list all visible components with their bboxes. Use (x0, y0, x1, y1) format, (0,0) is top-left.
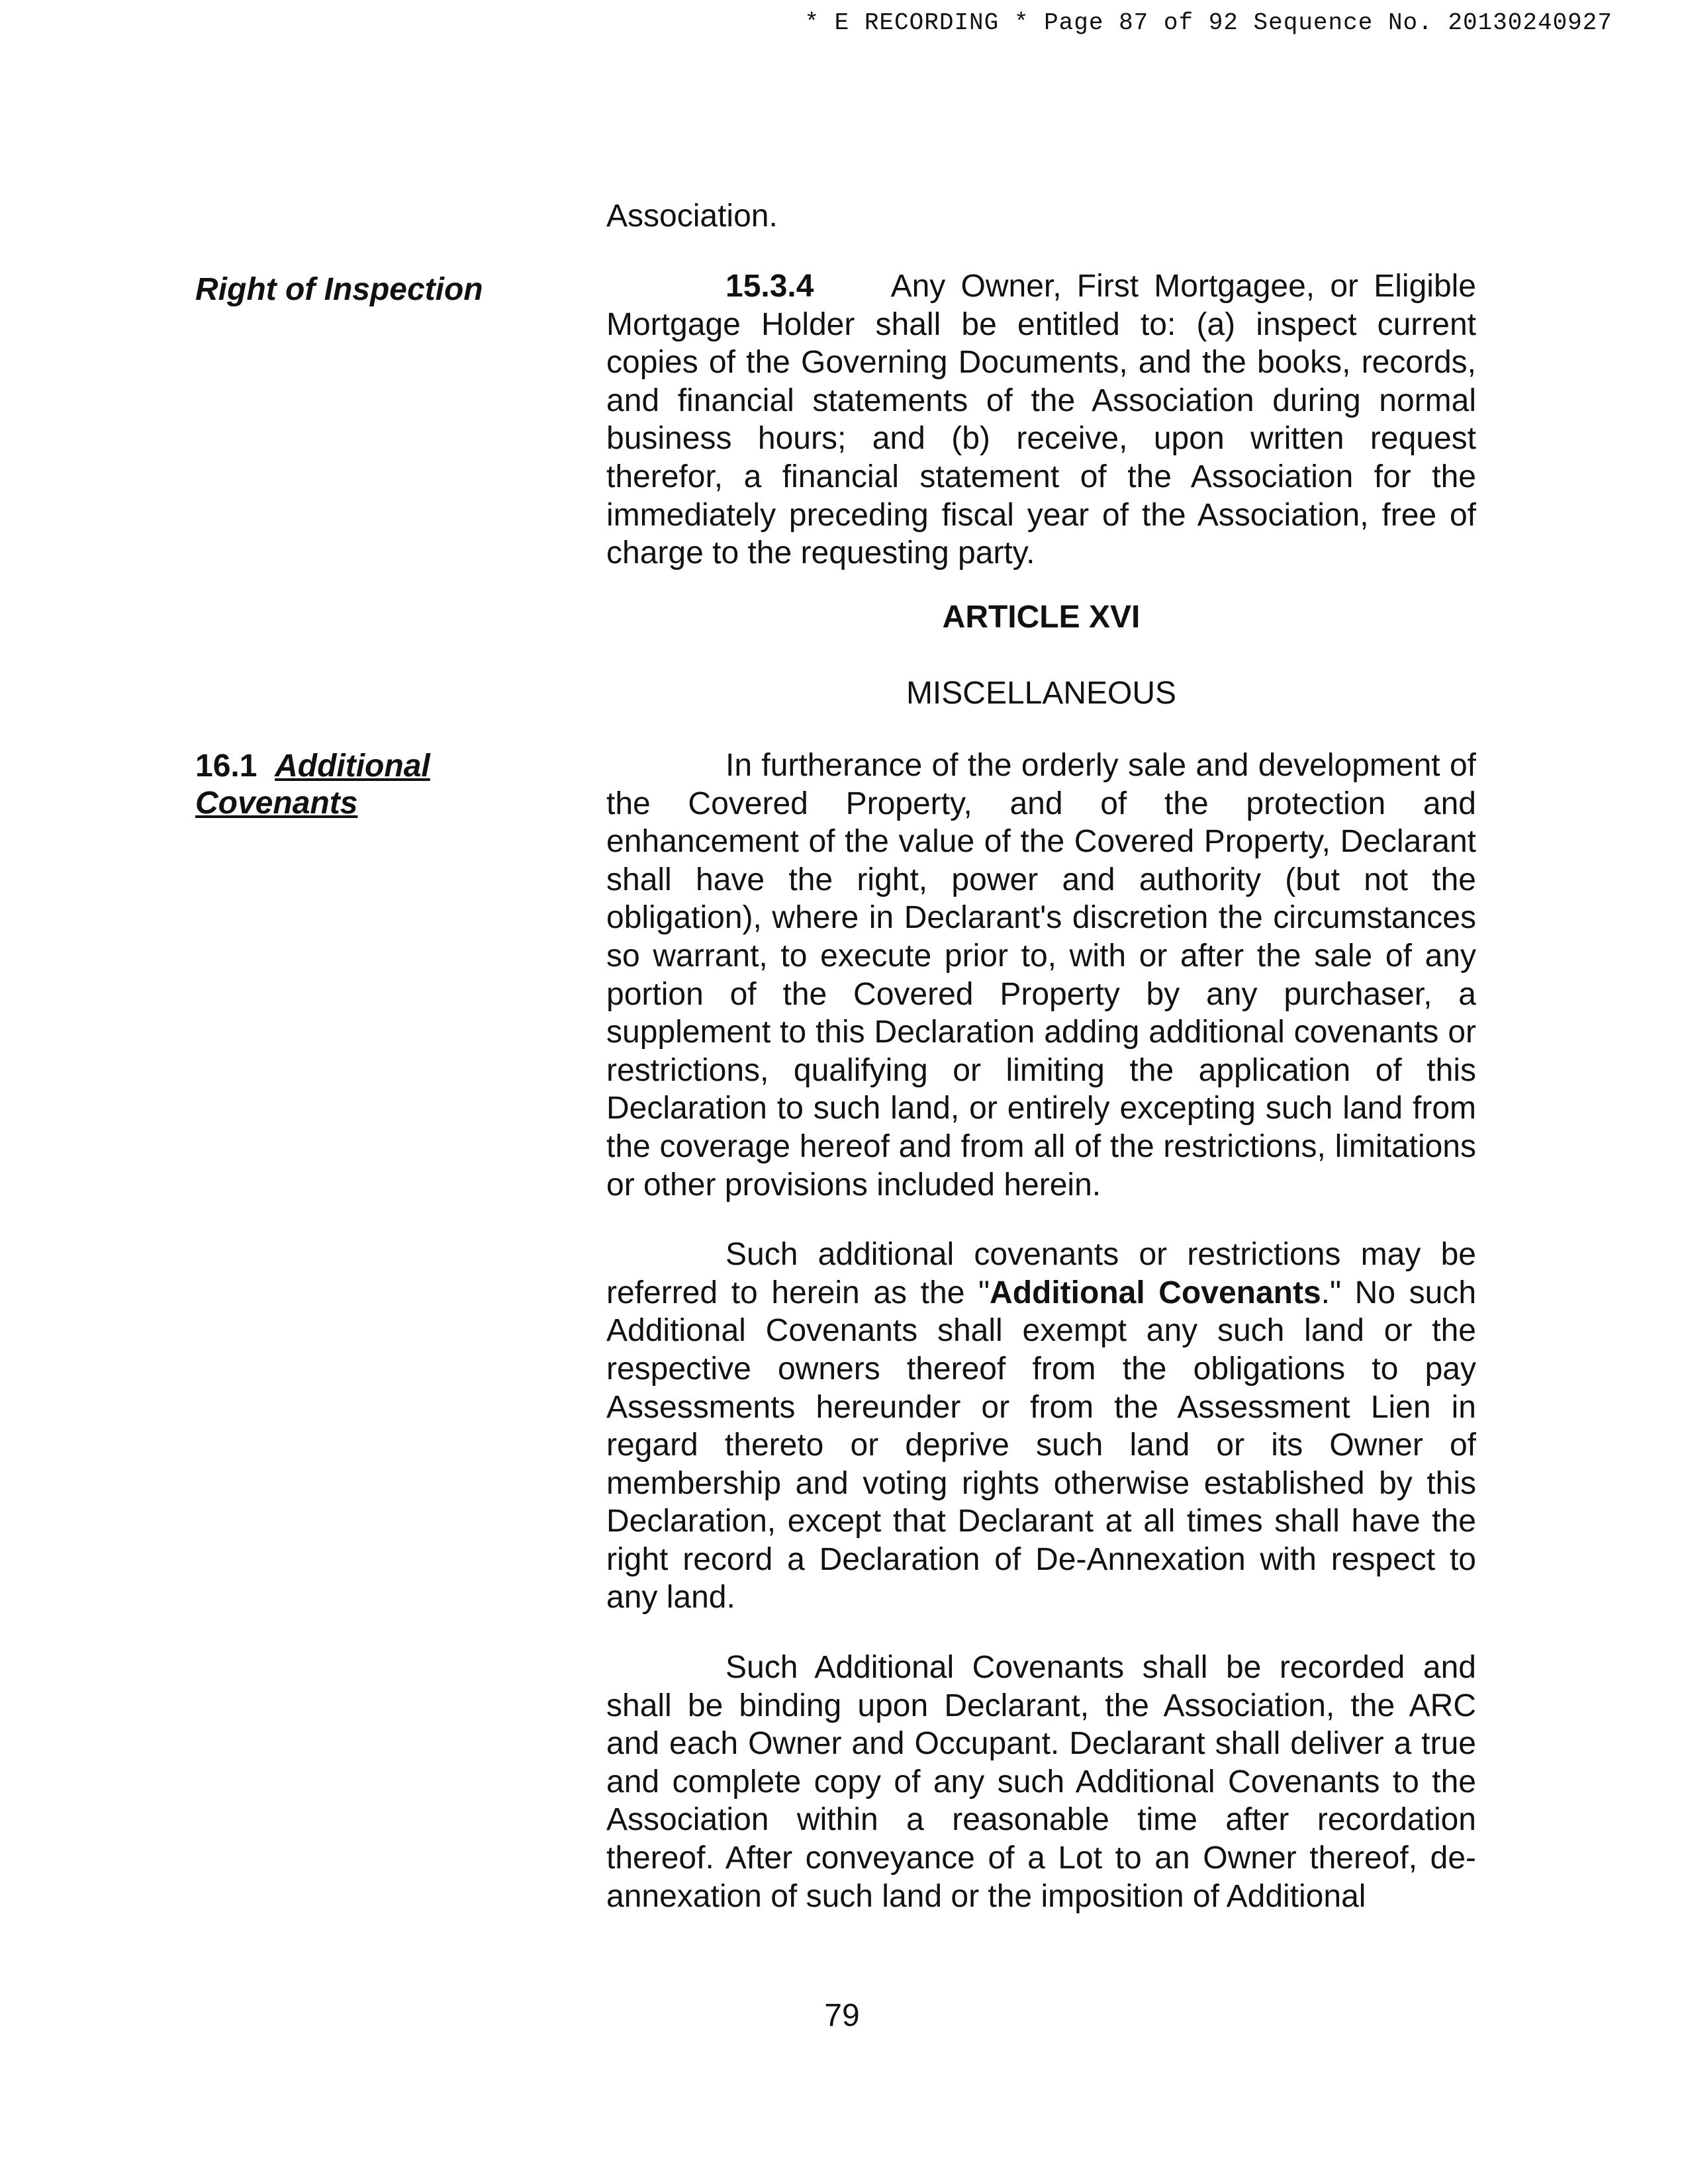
section-15-3-4-paragraph (606, 267, 1476, 572)
continuation-text (606, 197, 1476, 236)
defined-term: Additional Covenants (990, 1275, 1321, 1310)
section-16-1-body (606, 747, 1476, 1915)
section-15-3-4-body (606, 267, 1476, 572)
section-heading-right-of-inspection: Right of Inspection (195, 272, 483, 307)
section-title-line1: Additional (275, 749, 430, 784)
paragraph-1: In furtherance of the orderly sale and development of the Covered Property, and of the protection and enhancement of the value of the Covered Property, Declarant shall have the right, power and authority (but not the obligation), where in Declarant's discretion the circumstances so warrant, to execute prior to, with or after the sale of any portion of the Covered Property by any purchaser, a supplement to this Declaration adding additional covenants or restrictions, qualifying or limiting the application of this Declaration to such land, or entirely excepting such land from the coverage hereof and from all of the restrictions, limitations or other provisions included herein. (606, 748, 1476, 1203)
continuation-line: Association. (606, 199, 778, 234)
article-title: ARTICLE XVI (942, 600, 1141, 635)
section-number: 16.1 (195, 749, 257, 784)
paragraph-2 (606, 1236, 1476, 1617)
page-number: 79 (824, 1998, 860, 2033)
article-subtitle: MISCELLANEOUS (906, 676, 1177, 711)
section-title-line2: Covenants (195, 786, 358, 821)
section-heading-additional-covenants (195, 748, 430, 822)
recording-stamp: * E RECORDING * Page 87 of 92 Sequence No. 20130240927 (804, 9, 1613, 36)
paragraph-2-rest: ." No such Additional Covenants shall exempt any such land or the respective owners thereof from the obligations to pay Assessments hereunder or from the Assessment Lien in regard thereto or deprive such land or its Owner of membership and voting rights otherwise established by this Declaration, except that Declarant at all times shall have the right record a Declaration of De-Annexation with respect to any land. (606, 1275, 1477, 1615)
paragraph-3: Such Additional Covenants shall be recorded and shall be binding upon Declarant, the Association, the ARC and each Owner and Occupant. Declarant shall deliver a true and complete copy of any such Additional Covenants to the Association within a reasonable time after recordation thereof. After conveyance of a Lot to an Owner thereof, de-annexation of such land or the imposition of Additional (606, 1650, 1476, 1914)
paragraph-2-start: Such additional covenants or restrictions may be referred to herein as the " (606, 1237, 1476, 1310)
section-number: 15.3.4 (725, 269, 814, 304)
section-text: Any Owner, First Mortgagee, or Eligible Mortgage Holder shall be entitled to: (a) inspect current copies of the Governing Documents, and the books, records, and financial statements of the Association during normal business hours; and (b) receive, upon written request therefor, a financial statement of the Association for the immediately preceding fiscal year of the Association, free of charge to the requesting party. (606, 269, 1476, 571)
